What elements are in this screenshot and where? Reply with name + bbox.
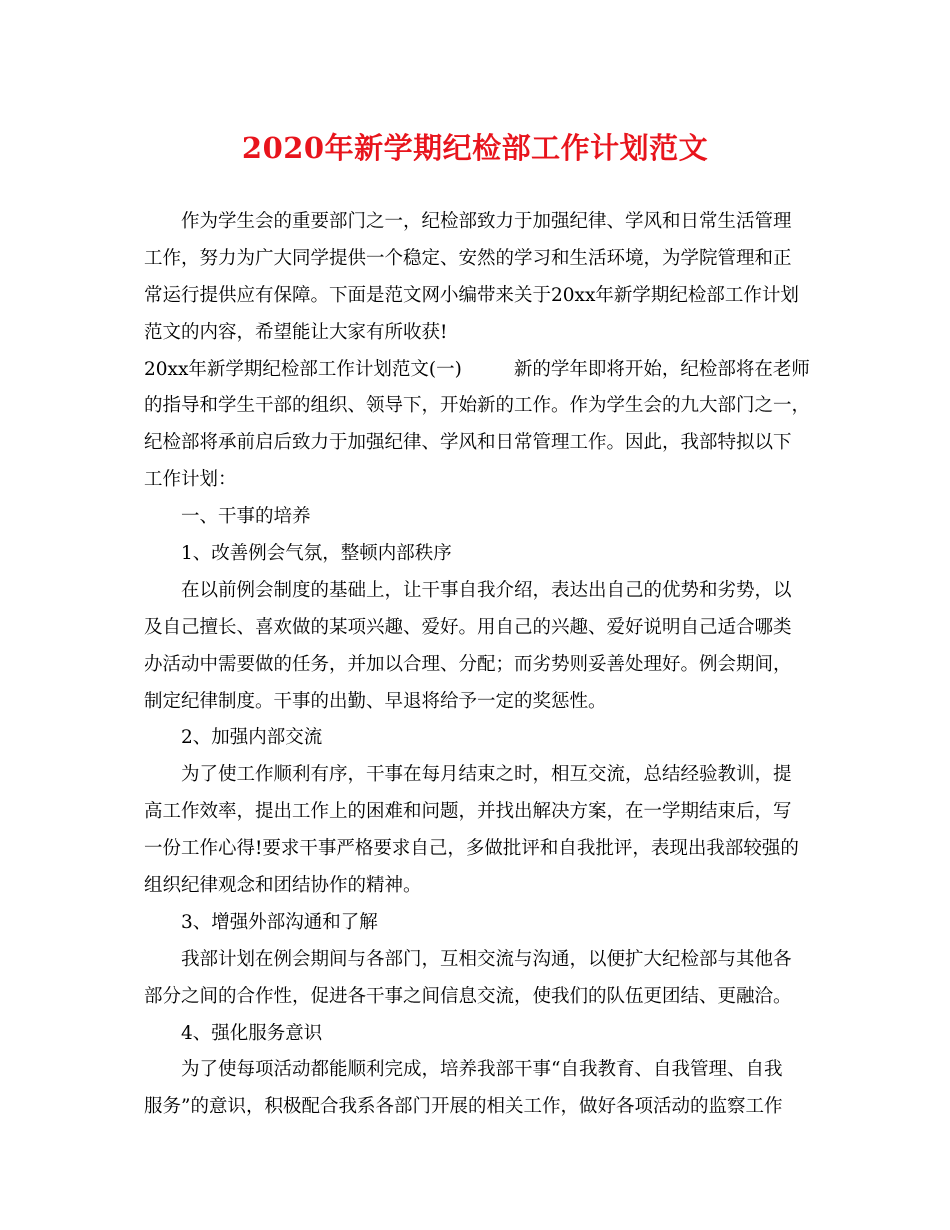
paragraph-line: 一份工作心得!要求干事严格要求自己，多做批评和自我批评，表现出我部较强的 [144,838,799,860]
subheading-line: 4、强化服务意识 [181,1022,323,1044]
document-body [144,204,812,1126]
paragraph-line: 制定纪律制度。干事的出勤、早退将给予一定的奖惩性。 [144,690,607,712]
paragraph-line: 为了使每项活动都能顺利完成，培养我部干事“自我教育、自我管理、自我 [181,1059,783,1081]
paragraph-line: 部分之间的合作性，促进各干事之间信息交流，使我们的队伍更团结、更融洽。 [144,985,792,1007]
paragraph-line: 常运行提供应有保障。下面是范文网小编带来关于20xx年新学期纪检部工作计划 [144,284,799,306]
paragraph-line: 范文的内容，希望能让大家有所收获! [144,321,448,343]
paragraph-line: 工作计划： [144,469,237,491]
heading-line: 一、干事的培养 [181,506,311,528]
paragraph-line: 的指导和学生干部的组织、领导下，开始新的工作。作为学生会的九大部门之一， [144,395,811,417]
paragraph-text: 新的学年即将开始，纪检部将在老师 [513,358,810,380]
paragraph-line: 服务”的意识，积极配合我系各部门开展的相关工作，做好各项活动的监察工作 [144,1096,783,1118]
paragraph-line: 纪检部将承前启后致力于加强纪律、学风和日常管理工作。因此，我部特拟以下 [144,432,792,454]
subheading-line: 3、增强外部沟通和了解 [181,911,378,933]
paragraph-line: 在以前例会制度的基础上，让干事自我介绍，表达出自己的优势和劣势，以 [181,579,792,601]
paragraph-line: 及自己擅长、喜欢做的某项兴趣、爱好。用自己的兴趣、爱好说明自己适合哪类 [144,616,792,638]
subheading-line: 1、改善例会气氛，整顿内部秩序 [181,543,452,565]
section-heading: 20xx年新学期纪检部工作计划范文(一) [144,358,462,380]
paragraph-line: 高工作效率，提出工作上的困难和问题，并找出解决方案，在一学期结束后，写 [144,801,792,823]
paragraph-line: 办活动中需要做的任务，并加以合理、分配；而劣势则妥善处理好。例会期间， [144,653,792,675]
paragraph-line: 作为学生会的重要部门之一，纪检部致力于加强纪律、学风和日常生活管理 [181,211,792,232]
paragraph-line: 工作，努力为广大同学提供一个稳定、安然的学习和生活环境，为学院管理和正 [144,247,792,269]
section-heading-line [144,352,812,389]
document-title: 2020年新学期纪检部工作计划范文 [241,131,709,165]
paragraph-line: 组织纪律观念和团结协作的精神。 [144,875,422,897]
paragraph-line: 我部计划在例会期间与各部门，互相交流与沟通，以便扩大纪检部与其他各 [181,948,792,970]
paragraph-line: 为了使工作顺利有序，干事在每月结束之时，相互交流，总结经验教训，提 [181,764,792,786]
subheading-line: 2、加强内部交流 [181,727,323,749]
